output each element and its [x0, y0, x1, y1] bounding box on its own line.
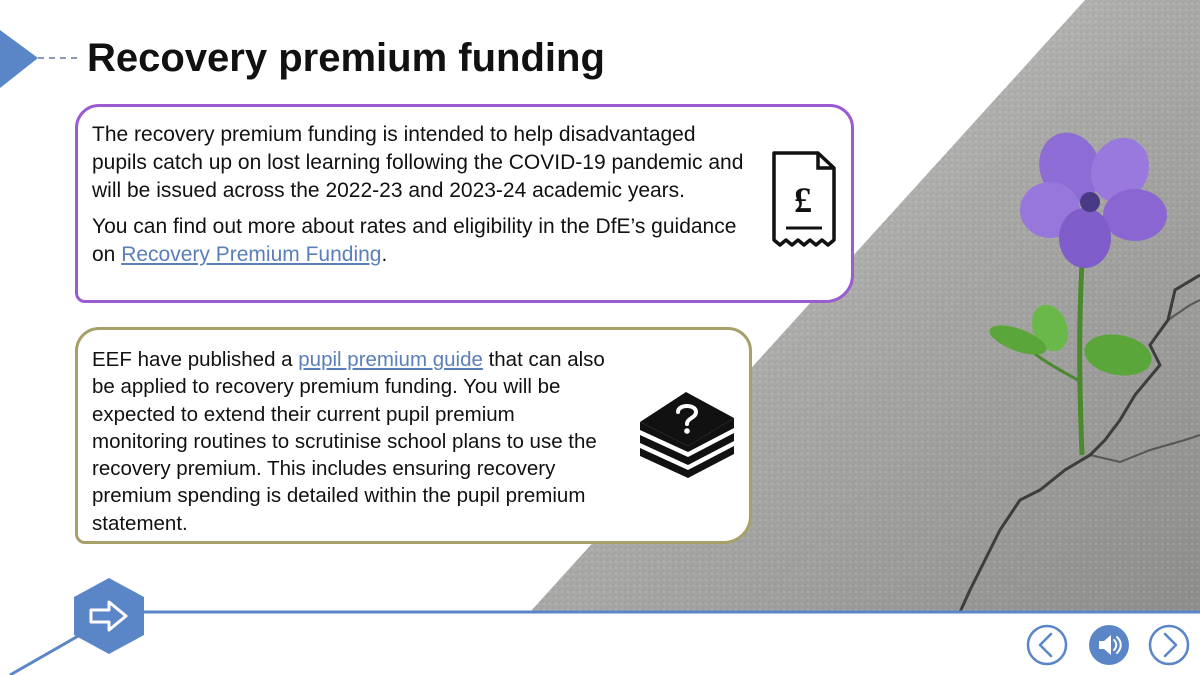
- card2-text-before-link: EEF have published a: [92, 348, 299, 371]
- page-title: Recovery premium funding: [87, 36, 605, 80]
- card1-paragraph-2: [92, 213, 751, 269]
- books-question-icon: [636, 390, 738, 482]
- pupil-premium-guide-link[interactable]: pupil premium guide: [298, 348, 483, 371]
- card1-text-after-link: .: [381, 243, 388, 266]
- recovery-premium-funding-link[interactable]: Recovery Premium Funding: [121, 243, 382, 266]
- title-arrow-icon: [0, 30, 40, 90]
- card1-text-before-link: You can find out more about rates and eligibility in the DfE’s guidance on: [92, 215, 737, 266]
- next-section-button[interactable]: [74, 578, 144, 654]
- next-slide-button[interactable]: [1148, 624, 1190, 666]
- card2-paragraph: [92, 346, 609, 537]
- card1-paragraph-1: The recovery premium funding is intended to help disadvantaged pupils catch up on lost learning following the COVID-19 pandemic and will be issued across the 2022-23 and 2023-24 academic years.: [92, 123, 744, 202]
- recovery-premium-info-card: [75, 104, 854, 303]
- svg-text:£: £: [794, 180, 812, 220]
- previous-slide-button[interactable]: [1026, 624, 1068, 666]
- audio-button[interactable]: [1088, 624, 1130, 666]
- card2-text-after-link: that can also be applied to recovery premium funding. You will be expected to extend their current pupil premium monitoring routines to scrutinise school plans to use the recovery premium. This includes ensuring recovery premium spending is detailed within the pupil premium statement.: [92, 348, 605, 535]
- receipt-pound-icon: [768, 150, 838, 250]
